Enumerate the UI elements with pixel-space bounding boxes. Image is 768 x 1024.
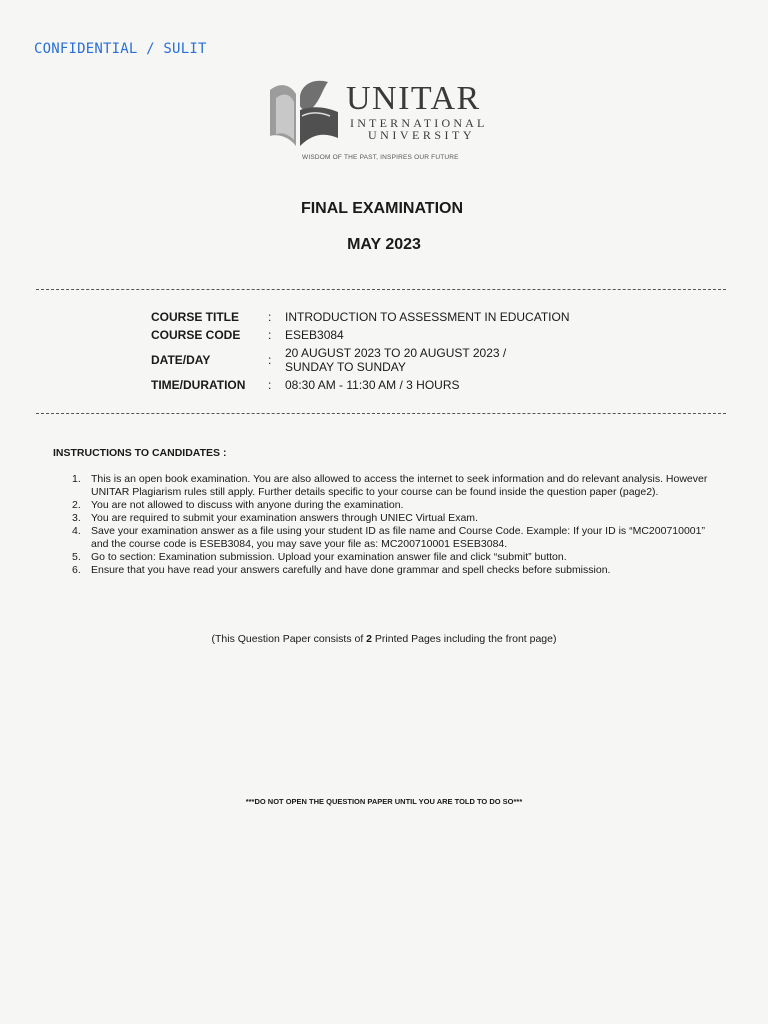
item-text: Go to section: Examination submission. Upload your examination answer file and click “submit” button. [91, 551, 567, 563]
do-not-open-warning: ***DO NOT OPEN THE QUESTION PAPER UNTIL YOU ARE TOLD TO DO SO*** [245, 797, 523, 806]
item-number: 4. [72, 525, 81, 537]
time-duration-value: 08:30 AM - 11:30 AM / 3 HOURS [285, 378, 460, 392]
page-count-prefix: (This Question Paper consists of [211, 633, 367, 645]
item-text: Ensure that you have read your answers carefully and have done grammar and spell checks before submission. [91, 564, 611, 576]
item-number: 6. [72, 564, 81, 576]
date-value-line2: SUNDAY TO SUNDAY [285, 360, 406, 374]
university-logo [266, 76, 506, 166]
date-day-label: DATE/DAY [151, 353, 211, 367]
brand-subtitle-university: UNIVERSITY [368, 128, 475, 142]
list-item [72, 512, 712, 525]
course-code-label: COURSE CODE [151, 328, 241, 342]
dashed-divider-bottom [36, 413, 726, 414]
item-number: 2. [72, 499, 81, 511]
list-item [72, 564, 712, 577]
course-code-value: ESEB3084 [285, 328, 344, 342]
open-book-leaf-icon [266, 76, 342, 152]
date-day-value [285, 346, 506, 374]
instructions-heading: INSTRUCTIONS TO CANDIDATES : [53, 447, 227, 459]
confidential-stamp: CONFIDENTIAL / SULIT [34, 41, 207, 57]
page-count-number: 2 [366, 633, 373, 645]
separator: : [268, 328, 272, 342]
course-title-label: COURSE TITLE [151, 310, 240, 324]
brand-subtitle-international: INTERNATIONAL [350, 116, 488, 130]
page-count-note [0, 633, 768, 645]
item-text: Save your examination answer as a file using your student ID as file name and Course Code. Example: If your ID is “MC200710001” and the course code is ESEB3084, you may save your file as: MC200710001 ESEB3084. [91, 525, 705, 550]
item-number: 5. [72, 551, 81, 563]
time-duration-label: TIME/DURATION [151, 378, 246, 392]
instructions-list [72, 473, 712, 577]
list-item [72, 499, 712, 512]
page-count-suffix: Printed Pages including the front page) [372, 633, 557, 645]
separator: : [268, 378, 272, 392]
exam-session: MAY 2023 [347, 236, 421, 253]
brand-tagline: WISDOM OF THE PAST, INSPIRES OUR FUTURE [302, 154, 459, 161]
dashed-divider-top [36, 289, 726, 290]
exam-title: FINAL EXAMINATION [300, 200, 464, 217]
list-item [72, 473, 712, 499]
list-item [72, 525, 712, 551]
list-item [72, 551, 712, 564]
course-title-value: INTRODUCTION TO ASSESSMENT IN EDUCATION [285, 310, 570, 324]
brand-name: UNITAR [346, 80, 481, 117]
item-number: 3. [72, 512, 81, 524]
separator: : [268, 310, 272, 324]
item-text: You are required to submit your examination answers through UNIEC Virtual Exam. [91, 512, 478, 524]
separator: : [268, 353, 272, 367]
item-text: This is an open book examination. You are also allowed to access the internet to seek information and do relevant analysis. However UNITAR Plagiarism rules still apply. Further details specific to your course can be found inside the question paper (page2). [91, 473, 708, 498]
item-text: You are not allowed to discuss with anyone during the examination. [91, 499, 404, 511]
date-value-line1: 20 AUGUST 2023 TO 20 AUGUST 2023 / [285, 346, 507, 360]
item-number: 1. [72, 473, 81, 485]
